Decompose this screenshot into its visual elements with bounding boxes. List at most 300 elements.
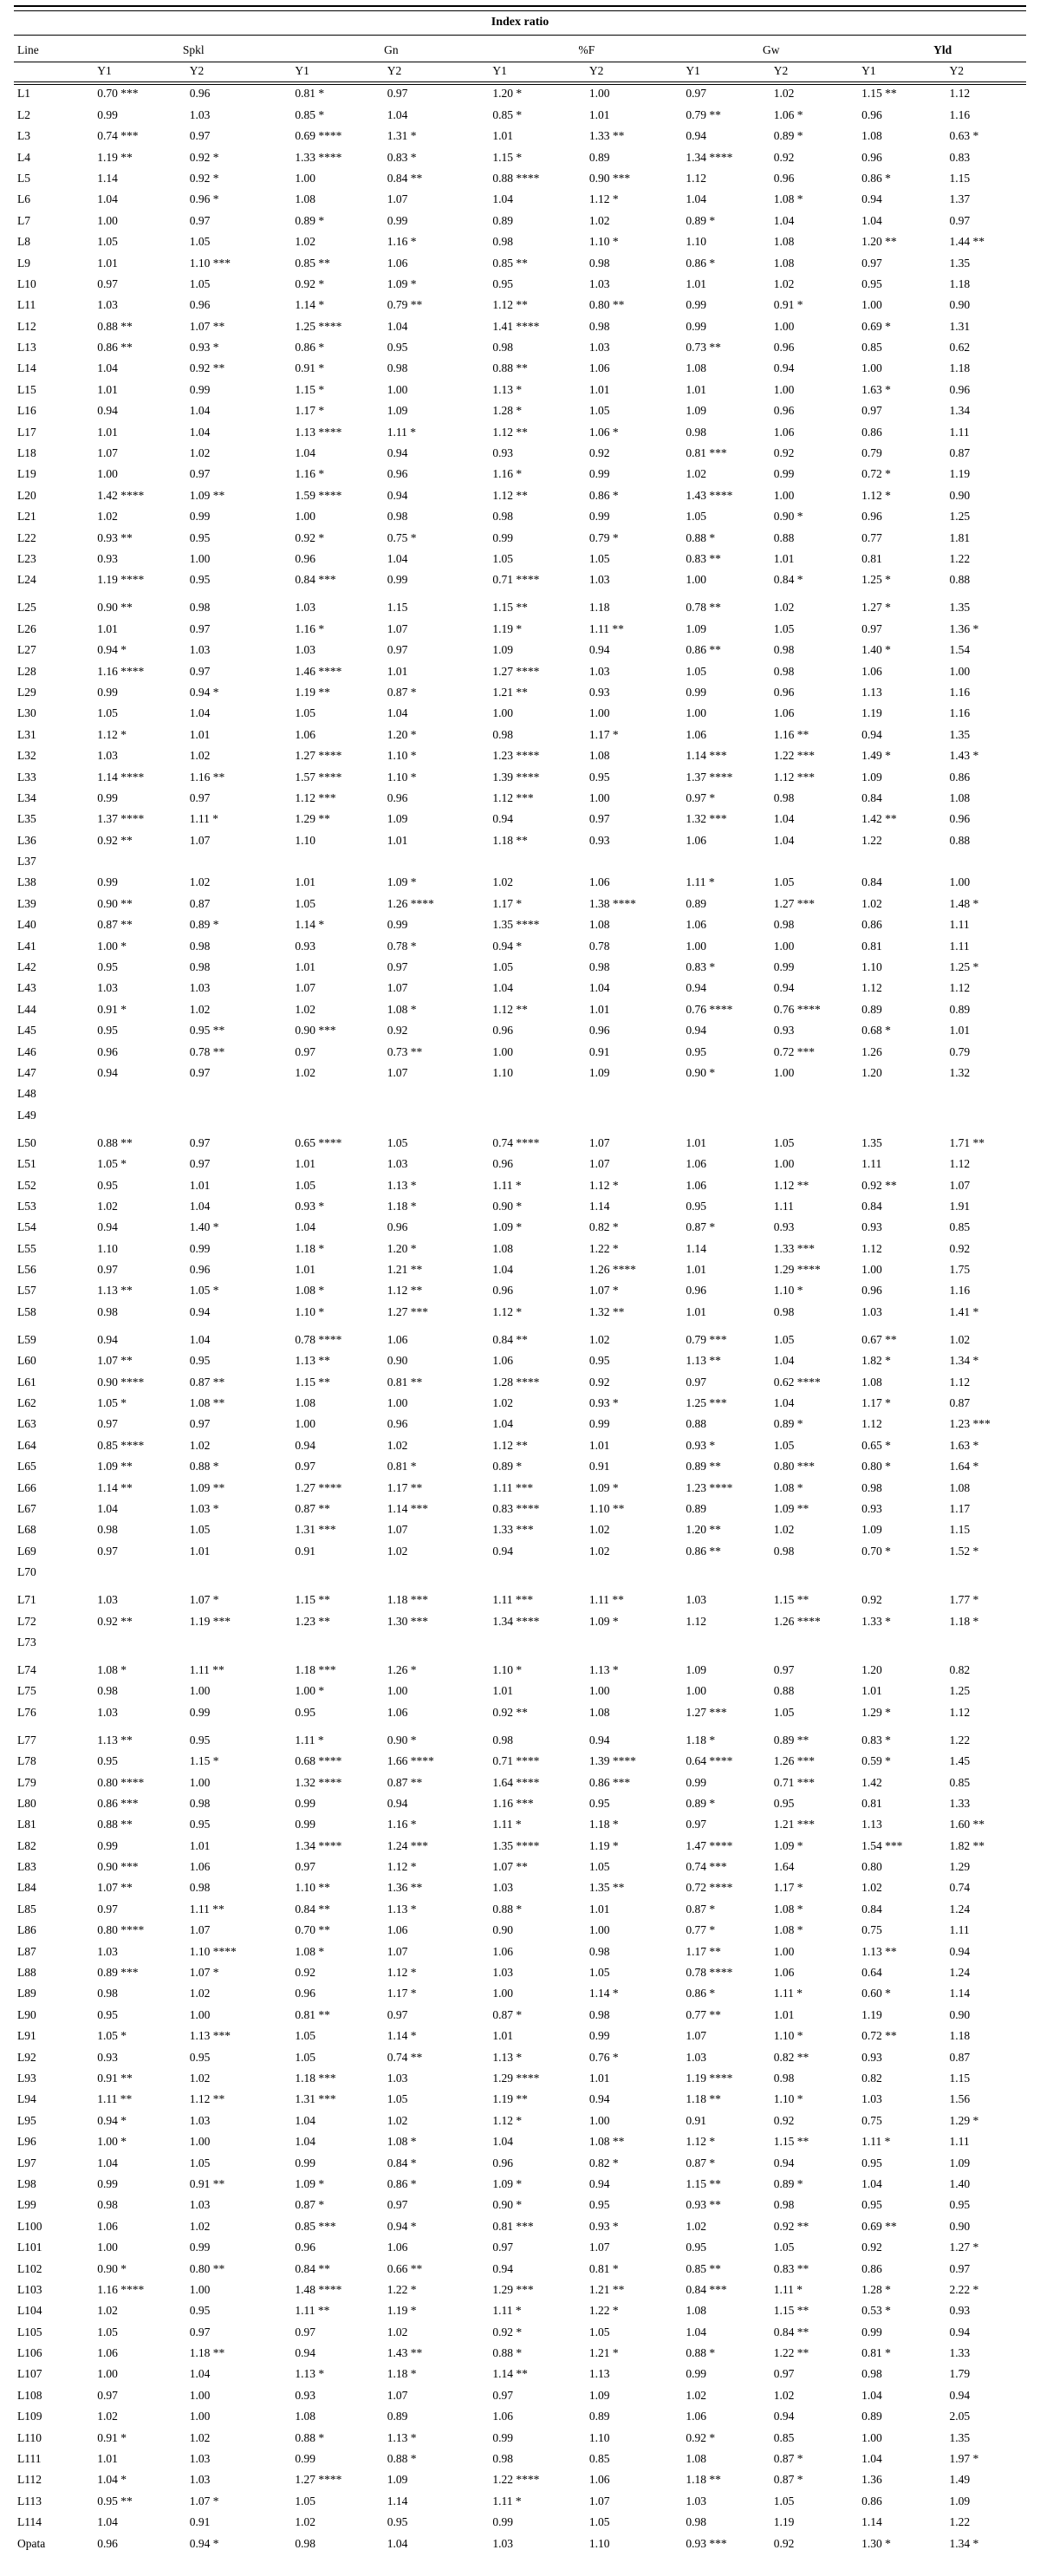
value-cell: 1.06 [492,1354,514,1368]
value-cell: 0.98 [773,2071,795,2085]
value-cell: 0.95 [189,573,211,587]
line-label: L113 [17,2494,42,2508]
table-row-l33 [14,766,1026,787]
line-label: L112 [17,2473,42,2487]
value-cell: 1.01 [97,621,118,635]
value-cell: 0.97 [387,643,408,657]
value-cell: 1.13 * [387,1902,417,1916]
value-cell: 1.15 [949,1523,971,1537]
line-label: L87 [17,1944,36,1958]
line-label: L10 [17,276,36,290]
value-cell: 1.00 [773,1944,795,1958]
value-cell: 0.89 * [686,1796,716,1810]
value-cell: 0.89 ** [686,1460,721,1473]
value-cell: 1.16 [949,706,971,720]
value-cell: 1.09 * [588,1614,619,1628]
value-cell: 0.90 *** [295,1024,336,1038]
table-row-l57 [14,1280,1026,1301]
value-cell: 1.29 * [861,1705,891,1719]
group-header-row [14,35,1026,62]
value-cell: 1.11 * [492,1818,522,1831]
value-cell: 0.94 [949,2325,971,2339]
value-cell: 0.99 [861,2325,882,2339]
value-cell: 0.90 ** [97,896,133,910]
value-cell: 0.87 * [387,685,417,699]
value-cell: 0.86 *** [588,1775,631,1789]
value-cell: 1.03 [492,1881,514,1895]
line-label: L111 [17,2452,42,2466]
value-cell: 1.03 [588,276,610,290]
value-cell: 1.18 * [295,1241,325,1255]
value-cell: 0.99 [588,2029,610,2043]
value-cell: 0.73 ** [387,1044,423,1058]
value-cell: 1.04 [295,446,315,460]
value-cell: 1.02 [773,1523,795,1537]
value-cell: 0.91 * [97,2430,127,2444]
line-label: L114 [17,2515,42,2529]
value-cell: 0.83 * [861,1733,891,1747]
value-cell: 1.08 [949,1480,971,1494]
value-cell: 1.00 [686,1684,707,1698]
value-cell: 0.97 [295,1044,315,1058]
value-cell: 0.86 [861,2261,882,2275]
value-cell: 0.91 ** [189,2176,225,2190]
value-cell: 1.05 [773,2494,795,2508]
value-cell: 1.13 **** [295,425,342,439]
table-row-l85 [14,1898,1026,1919]
value-cell: 0.97 [949,213,971,227]
value-cell: 0.88 [773,1684,795,1698]
value-cell: 0.92 ** [773,2219,809,2233]
value-cell: 0.92 [295,1966,315,1980]
column-group-gw: Gw [683,35,859,62]
table-row-l70 [14,1562,1026,1583]
value-cell: 0.72 ** [861,2029,897,2043]
value-cell: 1.24 [949,1966,971,1980]
value-cell: 0.74 **** [492,1135,540,1149]
value-cell: 1.26 **** [773,1614,821,1628]
value-cell: 0.92 * [189,150,219,164]
value-cell [587,851,684,872]
value-cell: 1.03 [189,2113,211,2127]
value-cell [859,1104,946,1125]
value-cell: 1.08 [686,361,707,375]
value-cell: 1.04 [97,2156,118,2169]
value-cell [187,1632,293,1653]
column-header-line: Line [14,35,94,62]
value-cell: 0.88 [949,833,971,847]
value-cell: 1.00 [189,2135,211,2149]
value-cell: 1.31 *** [295,1523,336,1537]
table-row-l88 [14,1962,1026,1983]
column-group-pctf: %F [490,35,683,62]
value-cell: 0.84 [861,1902,882,1916]
value-cell [947,851,1026,872]
value-cell: 1.09 [686,621,707,635]
value-cell: 1.10 [492,1065,514,1079]
value-cell: 1.01 [492,129,514,143]
value-cell: 1.15 ** [295,1593,330,1607]
value-cell: 1.11 *** [492,1593,534,1607]
value-cell: 1.28 **** [492,1375,540,1389]
value-cell: 0.90 *** [588,171,631,185]
value-cell: 1.34 **** [295,1838,342,1852]
value-cell [292,1632,384,1653]
value-cell: 1.10 ** [588,1502,625,1515]
table-row-l66 [14,1477,1026,1498]
value-cell: 0.93 [861,2050,882,2064]
value-cell: 1.15 * [189,1754,219,1768]
value-cell: 1.14 * [588,1987,619,2000]
value-cell: 1.04 [492,1263,514,1277]
value-cell: 0.88 * [295,2430,325,2444]
value-cell: 1.05 * [97,1157,127,1171]
value-cell: 1.12 ** [492,1438,528,1452]
table-row-l86 [14,1920,1026,1941]
value-cell: 1.03 [97,1944,118,1958]
value-cell: 1.33 [949,2346,971,2360]
value-cell: 0.87 [949,1396,971,1410]
table-row-l80 [14,1793,1026,1814]
table-row-l111 [14,2449,1026,2469]
value-cell: 0.97 [97,1902,118,1916]
value-cell: 1.09 ** [97,1460,133,1473]
value-cell: 0.82 ** [773,2050,809,2064]
value-cell: 0.97 [861,404,882,418]
value-cell: 0.95 ** [97,2494,133,2508]
table-row-l102 [14,2258,1026,2279]
value-cell: 1.18 *** [295,2071,336,2085]
table-row-l52 [14,1174,1026,1195]
value-cell: 0.80 *** [773,1460,816,1473]
value-cell: 1.57 **** [295,770,342,784]
value-cell: 1.09 ** [189,488,225,502]
value-cell: 1.19 [949,467,971,481]
value-cell: 1.03 [387,2071,408,2085]
value-cell: 1.00 [773,488,795,502]
value-cell: 1.15 ** [295,1375,330,1389]
line-label: L31 [17,727,36,741]
line-label: L32 [17,749,36,763]
value-cell: 1.08 [773,256,795,270]
value-cell: 1.79 [949,2367,971,2381]
value-cell: 1.06 [387,256,408,270]
table-row-l5 [14,168,1026,189]
value-cell: 0.98 [773,664,795,678]
value-cell: 1.19 [861,706,882,720]
value-cell: 1.44 ** [949,235,985,249]
value-cell: 0.86 [949,770,971,784]
value-cell: 0.79 ** [686,107,721,121]
value-cell: 1.04 [189,2367,211,2381]
line-label: L28 [17,664,36,678]
value-cell: 1.00 [492,706,514,720]
value-cell: 0.97 [189,2325,211,2339]
line-label: L84 [17,1881,36,1895]
line-label: L33 [17,770,36,784]
value-cell: 1.05 [295,2050,315,2064]
value-cell: 0.92 [773,446,795,460]
value-cell [947,1562,1026,1583]
value-cell [587,1104,684,1125]
line-label: L27 [17,643,36,657]
value-cell: 1.19 * [492,621,523,635]
value-cell: 1.05 [773,1135,795,1149]
value-cell [771,1083,859,1104]
value-cell: 1.01 [295,1157,315,1171]
value-cell: 1.13 [861,1818,882,1831]
value-cell [771,1632,859,1653]
line-label: L108 [17,2388,42,2402]
value-cell: 2.05 [949,2410,971,2423]
value-cell [490,1562,587,1583]
value-cell: 0.94 * [189,2536,219,2550]
value-cell: 0.80 ** [588,298,625,312]
value-cell: 1.31 *** [295,2092,336,2106]
value-cell: 0.94 [387,1796,408,1810]
line-label: L18 [17,446,36,460]
value-cell: 1.13 * [295,2367,325,2381]
value-cell: 0.84 *** [686,2282,727,2296]
value-cell: 1.05 [295,2494,315,2508]
table-row-l63 [14,1414,1026,1434]
value-cell: 0.92 * [295,276,325,290]
value-cell: 1.19 **** [97,573,145,587]
value-cell: 1.04 [387,551,408,565]
value-cell: 1.10 * [387,749,417,763]
value-cell: 1.04 [295,2135,315,2149]
value-cell: 0.96 [773,171,795,185]
value-cell: 0.96 [97,2536,118,2550]
value-cell: 0.84 ** [387,171,423,185]
value-cell: 0.78 ** [686,601,721,615]
value-cell: 1.33 * [861,1614,891,1628]
value-cell: 1.09 [387,812,408,826]
value-cell: 1.13 * [492,2050,523,2064]
value-cell: 0.99 [387,573,408,587]
value-cell: 0.89 * [773,2176,803,2190]
value-cell: 0.97 [189,621,211,635]
value-cell: 1.12 [949,1157,971,1171]
value-cell: 0.90 [492,1923,514,1937]
value-cell: 1.04 [861,2452,882,2466]
value-cell: 1.01 [492,1684,514,1698]
value-cell: 0.94 [773,361,795,375]
year-header-row [14,62,1026,83]
value-cell: 0.96 [588,1024,610,1038]
line-label: L60 [17,1354,36,1368]
table-row-l23 [14,549,1026,569]
value-cell: 1.03 [492,1966,514,1980]
value-cell: 1.10 * [387,770,417,784]
value-cell: 1.48 **** [295,2282,342,2296]
value-cell: 0.95 [949,2198,971,2212]
column-group-yld: Yld [859,35,1026,62]
value-cell: 0.63 * [949,129,979,143]
value-cell: 1.02 [189,1002,211,1016]
value-cell: 0.86 [861,425,882,439]
value-cell: 0.96 [295,551,315,565]
column-header-y2: Y2 [587,62,684,83]
value-cell: 1.15 [387,601,408,615]
line-label: L59 [17,1332,36,1346]
value-cell: 1.15 [949,171,971,185]
table-row-l14 [14,358,1026,379]
line-label: L14 [17,361,36,375]
value-cell: 0.96 [861,510,882,524]
value-cell: 1.22 [861,833,882,847]
value-cell [292,851,384,872]
value-cell: 0.70 *** [97,87,139,101]
line-label: L73 [17,1635,36,1649]
value-cell: 1.04 [861,2388,882,2402]
value-cell: 0.99 [492,2515,514,2529]
value-cell: 0.92 ** [189,361,225,375]
value-cell: 0.95 [97,2007,118,2021]
value-cell: 0.90 * [492,1199,523,1213]
value-cell: 1.06 [387,1705,408,1719]
value-cell: 0.98 [97,1987,118,2000]
value-cell: 0.97 [588,812,610,826]
value-cell: 0.89 ** [773,1733,809,1747]
table-row-l79 [14,1772,1026,1792]
value-cell: 1.08 * [773,1902,803,1916]
value-cell: 1.14 [588,1199,610,1213]
value-cell: 0.97 [189,1157,211,1171]
line-label: L62 [17,1396,36,1410]
table-row-l65 [14,1456,1026,1477]
value-cell: 1.03 [97,1705,118,1719]
value-cell: 0.78 **** [686,1966,733,1980]
value-cell: 0.79 [861,446,882,460]
value-cell: 1.10 * [588,235,619,249]
table-row-l15 [14,379,1026,400]
value-cell: 1.04 [189,1332,211,1346]
value-cell: 0.89 * [773,1417,803,1431]
value-cell: 1.00 [949,664,971,678]
value-cell: 1.20 [861,1065,882,1079]
value-cell: 0.89 * [686,213,716,227]
table-row-l39 [14,893,1026,914]
value-cell: 1.34 * [949,2536,979,2550]
table-top-rule [14,5,1026,11]
table-row-l36 [14,829,1026,850]
value-cell [683,1562,770,1583]
value-cell: 1.04 [189,425,211,439]
value-cell: 1.00 [686,706,707,720]
value-cell: 1.07 ** [97,1354,133,1368]
title-row [14,11,1026,35]
line-label: L79 [17,1775,36,1789]
value-cell: 0.71 *** [773,1775,816,1789]
value-cell: 0.90 * [387,1733,417,1747]
line-label: Opata [17,2536,46,2550]
value-cell: 1.30 * [861,2536,891,2550]
table-row-l4 [14,146,1026,167]
value-cell: 1.60 ** [949,1818,985,1831]
value-cell: 0.96 [686,1284,707,1298]
value-cell: 0.78 **** [295,1332,342,1346]
value-cell: 0.91 [588,1044,610,1058]
value-cell: 1.14 ** [492,2367,528,2381]
value-cell: 1.00 [189,2388,211,2402]
value-cell: 1.03 [189,2452,211,2466]
value-cell: 0.92 ** [97,1614,133,1628]
value-cell: 1.04 [773,1354,795,1368]
line-label: L88 [17,1966,36,1980]
value-cell: 1.14 [97,171,118,185]
value-cell: 1.40 * [189,1220,219,1234]
value-cell: 1.08 [686,2452,707,2466]
table-row-l48 [14,1083,1026,1104]
value-cell: 0.81 *** [492,2219,534,2233]
value-cell: 1.10 *** [189,256,231,270]
line-label: L4 [17,150,30,164]
value-cell: 0.95 [97,1024,118,1038]
value-cell: 0.97 [387,960,408,974]
value-cell: 1.20 * [492,87,523,101]
value-cell: 0.93 [97,2050,118,2064]
value-cell: 0.93 [861,1502,882,1515]
line-label: L80 [17,1796,36,1810]
value-cell: 1.04 [387,2536,408,2550]
value-cell: 1.10 [686,235,707,249]
value-cell: 0.93 [773,1220,795,1234]
value-cell: 0.90 ** [97,601,133,615]
value-cell: 0.98 [861,1480,882,1494]
value-cell: 1.07 * [189,2494,219,2508]
value-cell: 0.83 [949,150,971,164]
value-cell: 0.77 * [686,1923,716,1937]
value-cell: 1.07 [588,2241,610,2254]
value-cell: 1.01 [295,960,315,974]
value-cell: 1.03 [189,2198,211,2212]
value-cell: 0.96 [492,1024,514,1038]
value-cell: 1.06 [588,2473,610,2487]
value-cell: 1.66 **** [387,1754,434,1768]
value-cell: 0.88 [773,530,795,544]
line-label: L76 [17,1705,36,1719]
table-row-l9 [14,252,1026,273]
value-cell: 1.29 *** [492,2282,534,2296]
table-row-l32 [14,745,1026,766]
value-cell: 1.14 *** [686,749,727,763]
line-label: L43 [17,981,36,995]
value-cell: 1.05 [97,706,118,720]
value-cell: 1.22 **** [492,2473,540,2487]
table-row-l61 [14,1371,1026,1392]
value-cell: 0.97 [949,2261,971,2275]
value-cell: 1.33 [949,1796,971,1810]
value-cell: 0.86 * [686,1987,716,2000]
value-cell: 1.18 * [387,1199,417,1213]
value-cell: 0.92 ** [492,1705,528,1719]
value-cell: 0.99 [189,1241,211,1255]
value-cell [490,1104,587,1125]
value-cell: 0.99 [97,875,118,889]
value-cell: 1.07 [295,981,315,995]
value-cell: 0.98 [492,727,514,741]
line-label: L100 [17,2219,42,2233]
value-cell: 1.09 * [588,1480,619,1494]
line-label: L25 [17,601,36,615]
value-cell: 0.98 [588,1944,610,1958]
table-row-l25 [14,590,1026,618]
value-cell: 1.19 ** [492,2092,528,2106]
value-cell: 0.93 [949,2304,971,2318]
value-cell: 1.01 [773,2007,795,2021]
value-cell: 0.97 [189,1417,211,1431]
